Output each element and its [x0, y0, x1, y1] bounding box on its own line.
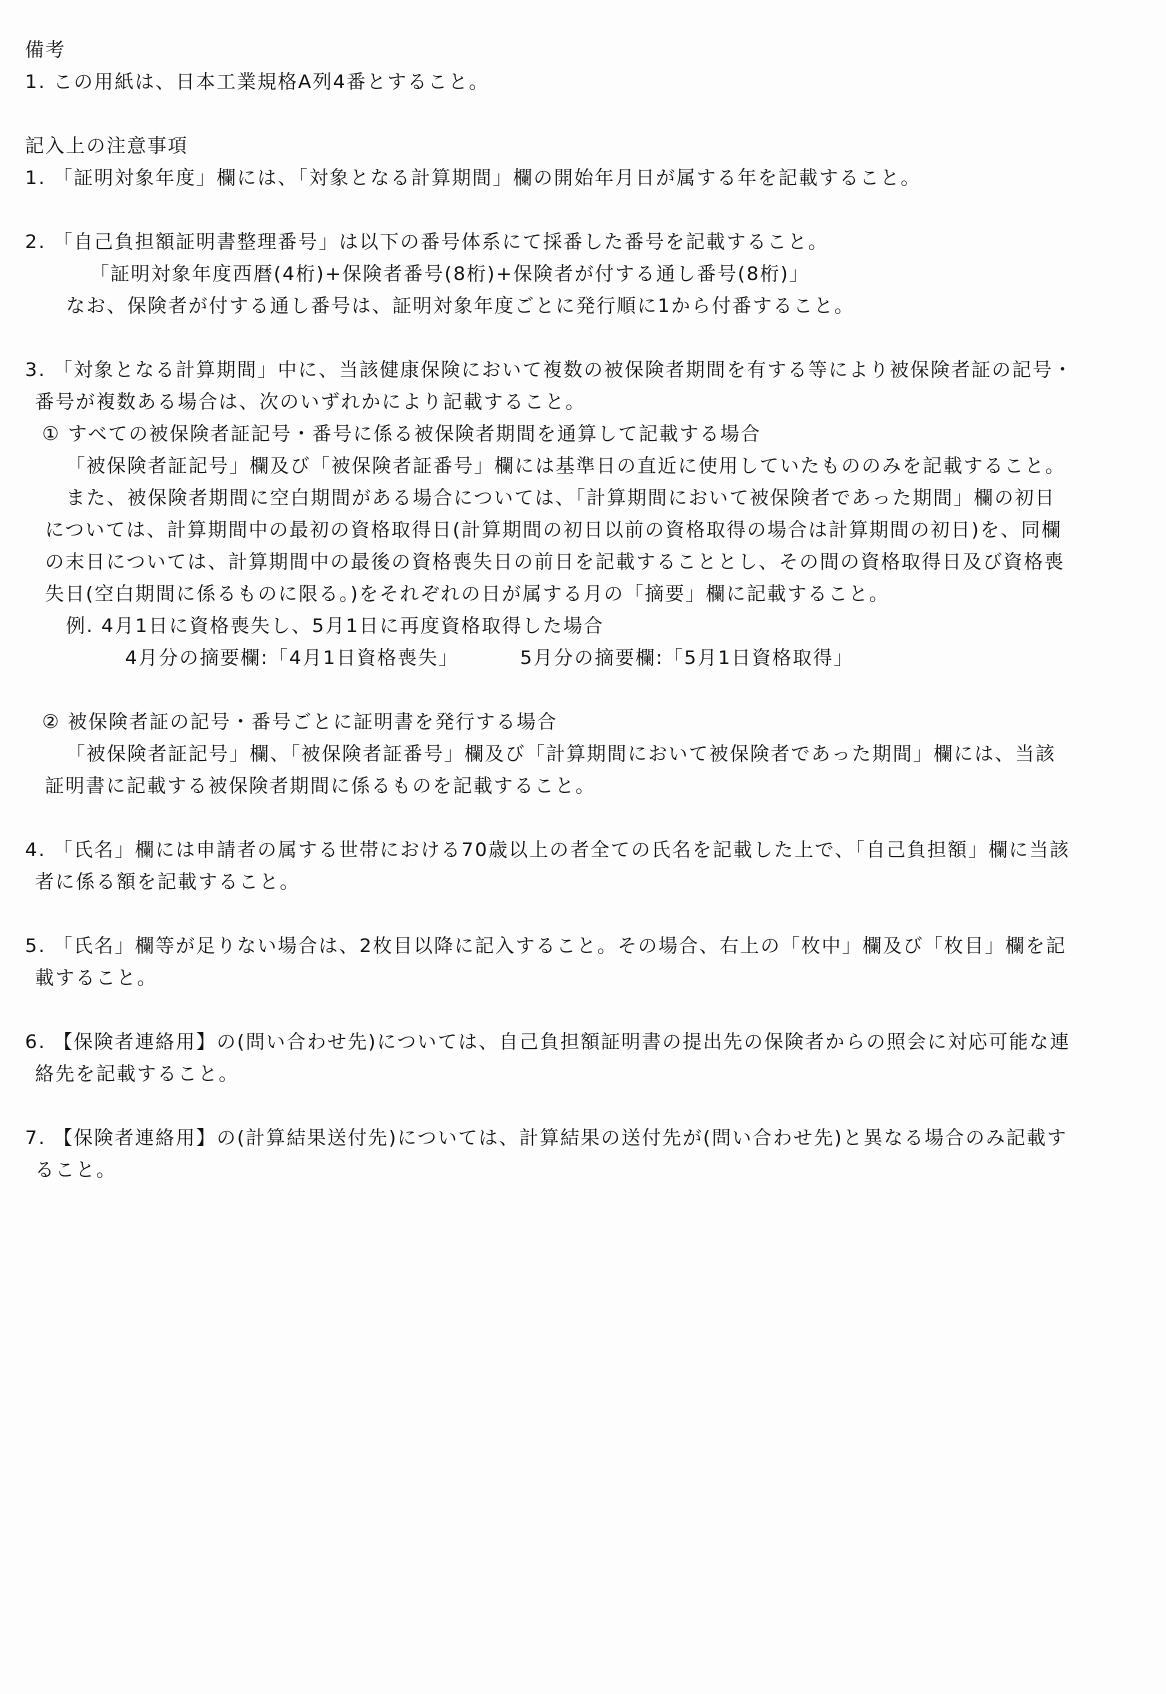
instruction-item-1: 1. 「証明対象年度」欄には、「対象となる計算期間」欄の開始年月日が属する年を記載すること。 — [25, 167, 922, 189]
instruction-item-4-line-1: 4. 「氏名」欄には申請者の属する世帯における70歳以上の者全ての氏名を記載した上で、「自己負担額」欄に当該 — [25, 839, 1071, 861]
instruction-item-2-line-1: 2. 「自己負担額証明書整理番号」は以下の番号体系にて採番した番号を記載すること。 — [25, 231, 829, 253]
instruction-item-2-line-3: なお、保険者が付する通し番号は、証明対象年度ごとに発行順に1から付番すること。 — [66, 295, 855, 317]
remarks-item-1: 1. この用紙は、日本工業規格A列4番とすること。 — [25, 71, 490, 93]
case-2-line-1: 「被保険者証記号」欄、「被保険者証番号」欄及び「計算期間において被保険者であった期間」欄には、当該 — [66, 743, 1056, 765]
example-april: 4月分の摘要欄:「4月1日資格喪失」 — [125, 647, 459, 669]
instruction-item-7-line-1: 7. 【保険者連絡用】の(計算結果送付先)については、計算結果の送付先が(問い合わせ先)と異なる場合のみ記載す — [25, 1127, 1068, 1149]
numbering-format: 「証明対象年度西暦(4桁)+保険者番号(8桁)+保険者が付する通し番号(8桁)」 — [90, 263, 810, 285]
case-2-line-2: 証明書に記載する被保険者期間に係るものを記載すること。 — [45, 775, 596, 797]
instruction-item-3-line-2: 番号が複数ある場合は、次のいずれかにより記載すること。 — [35, 391, 586, 413]
example-may: 5月分の摘要欄:「5月1日資格取得」 — [520, 647, 854, 669]
case-2-title: ② 被保険者証の記号・番号ごとに証明書を発行する場合 — [42, 711, 558, 733]
instruction-item-7-line-2: ること。 — [35, 1159, 117, 1181]
case-1-line-3: については、計算期間中の最初の資格取得日(計算期間の初日以前の資格取得の場合は計算期間の初日)を、同欄 — [45, 519, 1062, 541]
case-1-title: ① すべての被保険者証記号・番号に係る被保険者期間を通算して記載する場合 — [42, 423, 762, 445]
instruction-item-3-line-1: 3. 「対象となる計算期間」中に、当該健康保険において複数の被保険者期間を有する等により被保険者証の記号・ — [25, 359, 1074, 381]
instruction-item-5-line-2: 載すること。 — [35, 967, 158, 989]
instruction-item-6-line-2: 絡先を記載すること。 — [35, 1063, 240, 1085]
example-title: 例. 4月1日に資格喪失し、5月1日に再度資格取得した場合 — [66, 615, 605, 637]
instructions-heading: 記入上の注意事項 — [25, 135, 189, 157]
instruction-item-4-line-2: 者に係る額を記載すること。 — [35, 871, 301, 893]
case-1-line-2: また、被保険者期間に空白期間がある場合については、「計算期間において被保険者であった期間」欄の初日 — [66, 487, 1056, 509]
case-1-line-1: 「被保険者証記号」欄及び「被保険者証番号」欄には基準日の直近に使用していたもののみを記載すること。 — [66, 455, 1066, 477]
instruction-item-6-line-1: 6. 【保険者連絡用】の(問い合わせ先)については、自己負担額証明書の提出先の保険者からの照会に対応可能な連 — [25, 1031, 1071, 1053]
case-1-line-5: 失日(空白期間に係るものに限る。)をそれぞれの日が属する月の「摘要」欄に記載すること。 — [45, 583, 890, 605]
case-1-line-4: の末日については、計算期間中の最後の資格喪失日の前日を記載することとし、その間の資格取得日及び資格喪 — [45, 551, 1065, 573]
instruction-item-5-line-1: 5. 「氏名」欄等が足りない場合は、2枚目以降に記入すること。その場合、右上の「枚中」欄及び「枚目」欄を記 — [25, 935, 1067, 957]
remarks-heading: 備考 — [25, 39, 66, 61]
